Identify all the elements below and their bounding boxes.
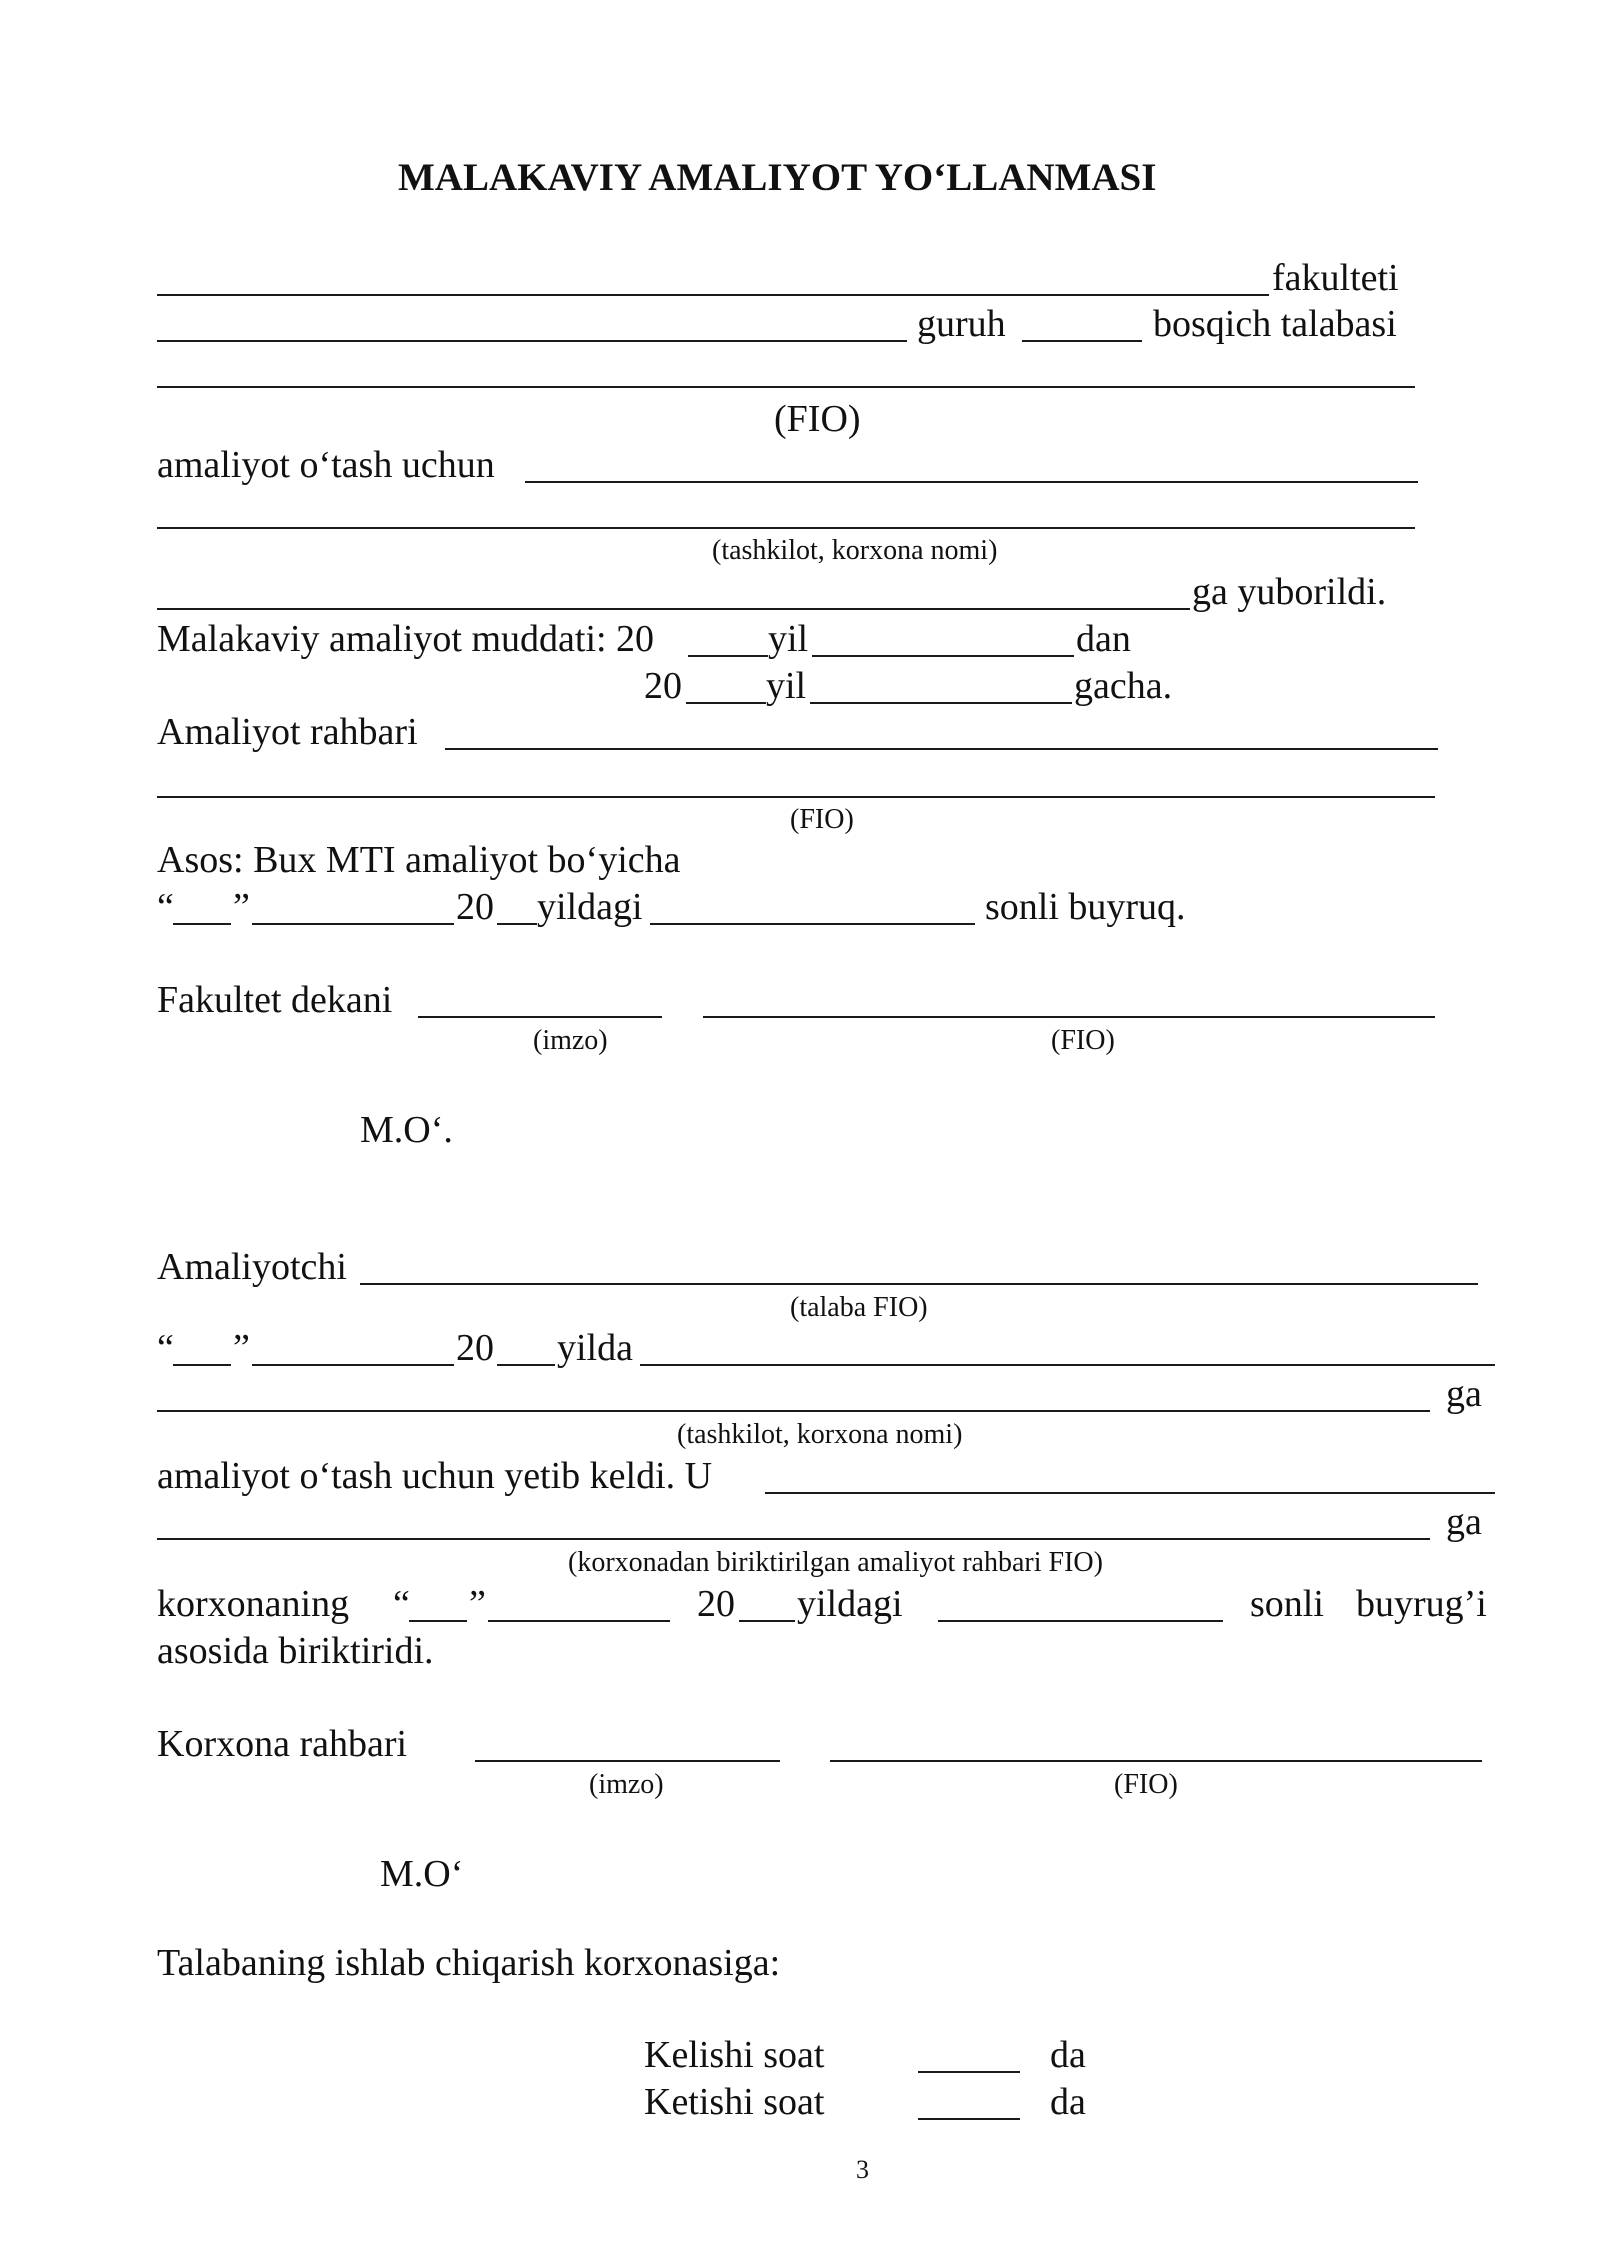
muddati-label: Malakaviy amaliyot muddati: 20 bbox=[157, 618, 655, 660]
company-head-fio-caption: (FIO) bbox=[1114, 1769, 1178, 1800]
rahbari-fio-caption: (korxonadan biriktirilgan amaliyot rahbari FIO) bbox=[568, 1547, 1103, 1578]
mo-stamp-2: M.O‘ bbox=[380, 1853, 464, 1895]
asosida-label: asosida biriktiridi. bbox=[157, 1630, 434, 1672]
group-blank[interactable] bbox=[157, 340, 907, 342]
tashkilot-korxona-caption: (tashkilot, korxona nomi) bbox=[712, 535, 998, 566]
korxonaning-label: korxonaning bbox=[157, 1583, 350, 1625]
da-label-1: da bbox=[1050, 2034, 1086, 2076]
end-date-blank[interactable] bbox=[810, 702, 1072, 704]
open-quote-3: “ bbox=[393, 1583, 410, 1625]
gacha-label: gacha. bbox=[1074, 665, 1173, 707]
arrival-year-blank[interactable] bbox=[497, 1364, 555, 1366]
course-blank[interactable] bbox=[1022, 340, 1142, 342]
ketishi-soat-label: Ketishi soat bbox=[644, 2081, 825, 2123]
order-day-blank[interactable] bbox=[173, 923, 231, 925]
amaliyotchi-label: Amaliyotchi bbox=[157, 1246, 347, 1288]
open-quote-2: “ bbox=[157, 1327, 174, 1369]
imzo-caption-1: (imzo) bbox=[533, 1025, 608, 1056]
dean-fio-blank[interactable] bbox=[703, 1016, 1435, 1018]
dan-label: dan bbox=[1076, 618, 1131, 660]
supervisor-fio-caption: (FIO) bbox=[790, 804, 854, 835]
arrival-org-blank-2[interactable] bbox=[157, 1410, 1430, 1412]
yil-label-2: yil bbox=[766, 665, 807, 707]
buyrugi-label: buyrug’i bbox=[1356, 1583, 1487, 1625]
yetib-keldi-label: amaliyot o‘tash uchun yetib keldi. U bbox=[157, 1455, 713, 1497]
order-year-blank[interactable] bbox=[497, 923, 537, 925]
company-order-day-blank[interactable] bbox=[409, 1620, 467, 1622]
company-head-signature-blank[interactable] bbox=[475, 1760, 780, 1762]
close-quote-3: ” bbox=[469, 1583, 486, 1625]
fio-caption: (FIO) bbox=[774, 398, 861, 440]
faculty-blank[interactable] bbox=[157, 294, 1269, 296]
arrival-day-blank[interactable] bbox=[173, 1364, 231, 1366]
sonli-buyruq-label: sonli buyruq. bbox=[985, 886, 1186, 928]
amaliyot-otash-uchun-label: amaliyot o‘tash uchun bbox=[157, 444, 495, 486]
supervisor-blank-1[interactable] bbox=[445, 748, 1438, 750]
tashkilot-korxona-caption-2: (tashkilot, korxona nomi) bbox=[677, 1419, 963, 1450]
fakultet-dekani-label: Fakultet dekani bbox=[157, 979, 393, 1021]
talaba-fio-caption: (talaba FIO) bbox=[790, 1292, 928, 1323]
imzo-caption-2: (imzo) bbox=[589, 1769, 664, 1800]
organization-blank-3[interactable] bbox=[157, 608, 1190, 610]
ga-yuborildi-label: ga yuborildi. bbox=[1192, 571, 1387, 613]
start-year-blank[interactable] bbox=[688, 655, 768, 657]
da-label-2: da bbox=[1050, 2081, 1086, 2123]
trainee-fio-blank[interactable] bbox=[360, 1283, 1478, 1285]
yildagi-label-1: yildagi bbox=[537, 886, 643, 928]
order-month-blank[interactable] bbox=[252, 923, 454, 925]
sonli-label: sonli bbox=[1250, 1583, 1324, 1625]
ga-label-2: ga bbox=[1446, 1501, 1482, 1543]
asos-label: Asos: Bux MTI amaliyot bo‘yicha bbox=[157, 839, 681, 881]
company-order-year-blank[interactable] bbox=[739, 1620, 795, 1622]
close-quote-1: ” bbox=[233, 886, 250, 928]
start-date-blank[interactable] bbox=[812, 655, 1074, 657]
company-order-number-blank[interactable] bbox=[938, 1620, 1223, 1622]
end-year-blank[interactable] bbox=[686, 702, 766, 704]
company-head-fio-blank[interactable] bbox=[830, 1760, 1482, 1762]
arrival-year-prefix: 20 bbox=[456, 1327, 494, 1369]
departure-time-blank[interactable] bbox=[918, 2118, 1020, 2120]
dean-signature-blank[interactable] bbox=[418, 1016, 662, 1018]
open-quote-1: “ bbox=[157, 886, 174, 928]
amaliyot-rahbari-label: Amaliyot rahbari bbox=[157, 711, 418, 753]
order-year-prefix: 20 bbox=[456, 886, 494, 928]
company-supervisor-blank-1[interactable] bbox=[765, 1492, 1495, 1494]
kelishi-soat-label: Kelishi soat bbox=[644, 2034, 825, 2076]
student-fio-blank[interactable] bbox=[157, 386, 1415, 388]
organization-blank-2[interactable] bbox=[157, 527, 1415, 529]
yilda-label: yilda bbox=[557, 1327, 633, 1369]
ga-label-1: ga bbox=[1446, 1373, 1482, 1415]
yil-label-1: yil bbox=[768, 618, 809, 660]
organization-blank-1[interactable] bbox=[525, 481, 1418, 483]
arrival-time-blank[interactable] bbox=[918, 2071, 1020, 2073]
close-quote-2: ” bbox=[233, 1327, 250, 1369]
arrival-org-blank-1[interactable] bbox=[640, 1364, 1495, 1366]
mo-stamp-1: M.O‘. bbox=[360, 1109, 453, 1151]
fakulteti-label: fakulteti bbox=[1272, 257, 1399, 299]
arrival-month-blank[interactable] bbox=[252, 1364, 454, 1366]
section3-heading: Talabaning ishlab chiqarish korxonasiga: bbox=[157, 1942, 781, 1984]
order-number-blank[interactable] bbox=[650, 923, 975, 925]
yildagi-label-2: yildagi bbox=[797, 1583, 903, 1625]
company-order-month-blank[interactable] bbox=[488, 1620, 670, 1622]
dean-fio-caption: (FIO) bbox=[1051, 1025, 1115, 1056]
bosqich-talabasi-label: bosqich talabasi bbox=[1153, 303, 1397, 345]
supervisor-blank-2[interactable] bbox=[157, 796, 1435, 798]
company-order-year-prefix: 20 bbox=[697, 1583, 735, 1625]
page-number: 3 bbox=[856, 2155, 869, 2184]
korxona-rahbari-label: Korxona rahbari bbox=[157, 1723, 408, 1765]
guruh-label: guruh bbox=[917, 303, 1006, 345]
company-supervisor-blank-2[interactable] bbox=[157, 1538, 1430, 1540]
document-title: MALAKAVIY AMALIYOT YO‘LLANMASI bbox=[398, 156, 1157, 199]
year-prefix-2: 20 bbox=[644, 665, 682, 707]
